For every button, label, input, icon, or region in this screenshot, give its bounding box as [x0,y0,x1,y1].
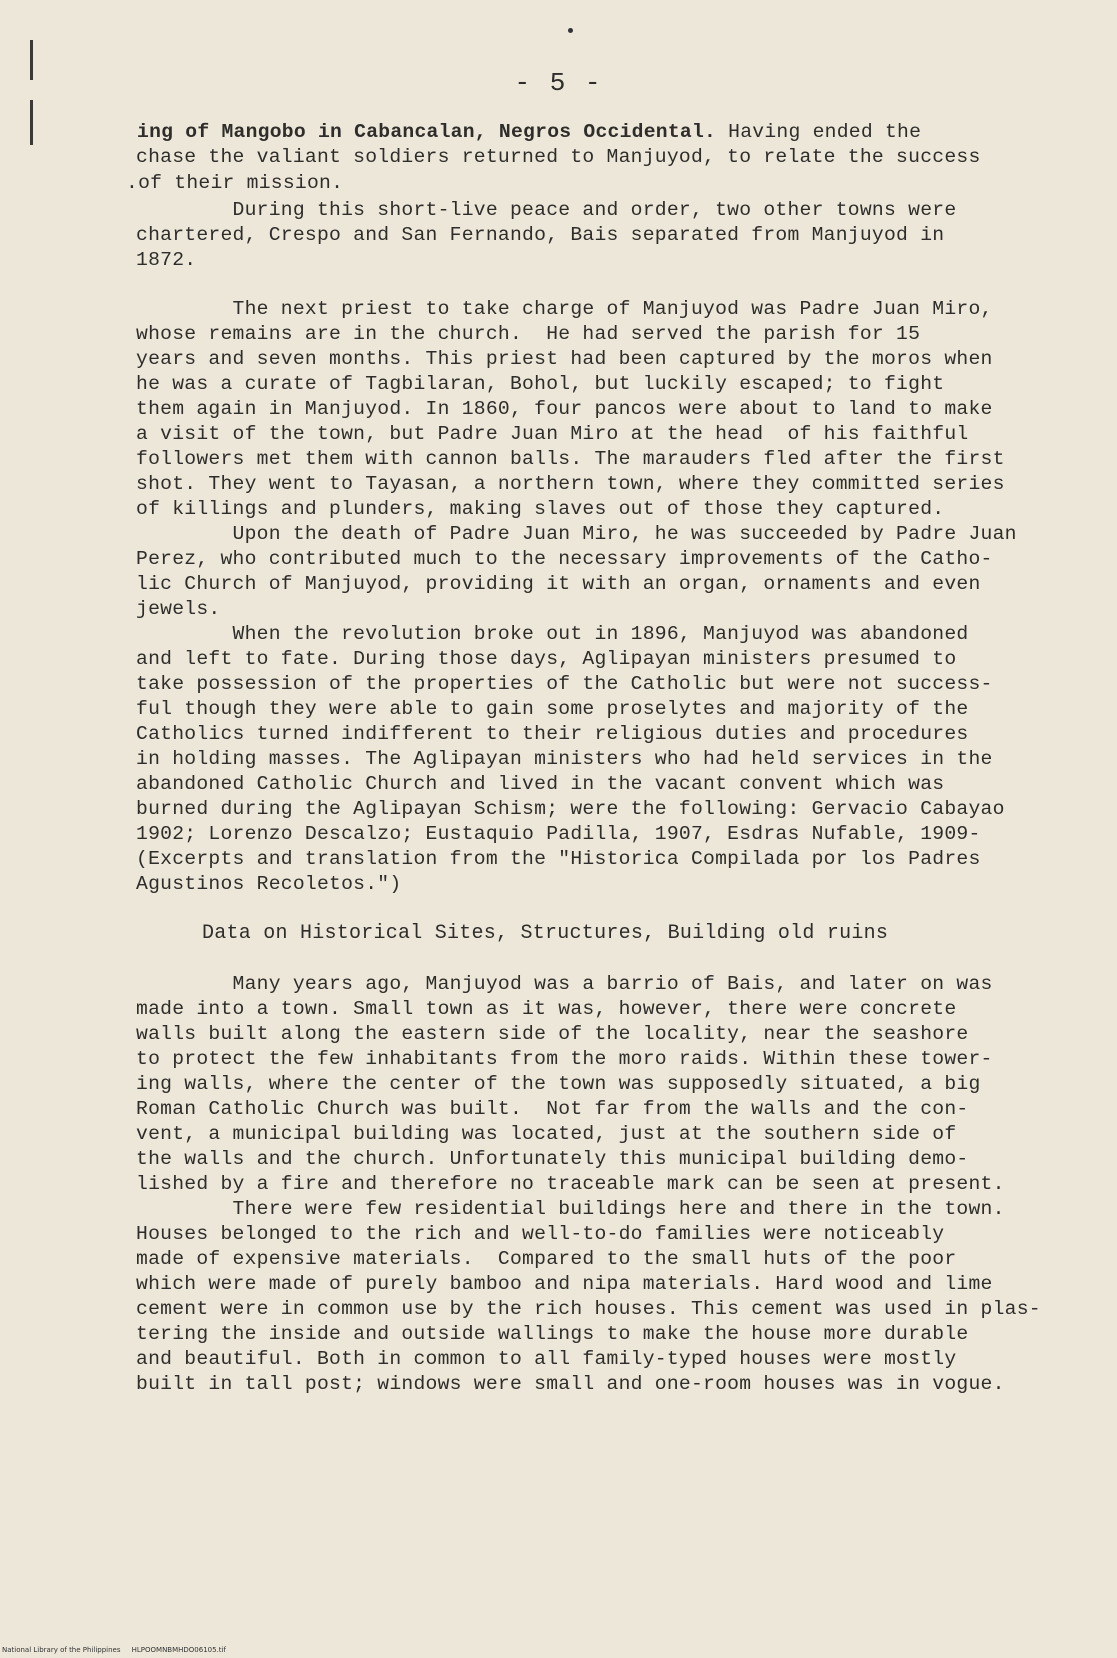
text-line: 1902; Lorenzo Descalzo; Eustaquio Padilla, 1907, Esdras Nufable, 1909- [136,823,981,845]
bold-phrase: ing of Mangobo in Cabancalan, Negros Occidental. [137,121,717,143]
text-line: them again in Manjuyod. In 1860, four pancos were about to land to make [136,398,993,420]
text-line: which were made of purely bamboo and nipa materials. Hard wood and lime [136,1273,993,1295]
text-line: burned during the Aglipayan Schism; were the following: Gervacio Cabayao [136,798,1005,820]
text-line: years and seven months. This priest had been captured by the moros when [136,348,993,370]
text-line: walls built along the eastern side of the locality, near the seashore [136,1023,969,1045]
text-line: chartered, Crespo and San Fernando, Bais separated from Manjuyod in [136,224,945,246]
text-line: During this short-live peace and order, two other towns were [136,199,957,221]
margin-mark [30,100,33,145]
text-line: Many years ago, Manjuyod was a barrio of Bais, and later on was [136,973,993,995]
text-line: he was a curate of Tagbilaran, Bohol, but luckily escaped; to fight [136,373,945,395]
text-line: shot. They went to Tayasan, a northern town, where they committed series [136,473,1005,495]
text-line: chase the valiant soldiers returned to Manjuyod, to relate the success [136,146,981,168]
text-line: .of their mission. [126,172,344,194]
text-line: jewels. [136,598,221,620]
text-line: When the revolution broke out in 1896, Manjuyod was abandoned [136,623,969,645]
text-line: lished by a fire and therefore no traceable mark can be seen at present. [136,1173,1005,1195]
text-line: Roman Catholic Church was built. Not far from the walls and the con- [136,1098,969,1120]
text-line: ing walls, where the center of the town was supposedly situated, a big [136,1073,981,1095]
section-heading: Data on Historical Sites, Structures, Building old ruins [202,922,889,945]
text-line: and beautiful. Both in common to all family-typed houses were mostly [136,1348,957,1370]
text-line: There were few residential buildings here and there in the town. [136,1198,1005,1220]
text-line: (Excerpts and translation from the "Historica Compilada por los Padres [136,848,981,870]
text-line: followers met them with cannon balls. The marauders fled after the first [136,448,1005,470]
page-number: - 5 - [514,68,603,98]
text-line: The next priest to take charge of Manjuyod was Padre Juan Miro, [136,298,993,320]
text-line: Houses belonged to the rich and well-to-do families were noticeably [136,1223,945,1245]
text-line: in holding masses. The Aglipayan ministers who had held services in the [136,748,993,770]
text-line: lic Church of Manjuyod, providing it with an organ, ornaments and even [136,573,981,595]
text-line: built in tall post; windows were small and one-room houses was in vogue. [136,1373,1005,1395]
text-line: take possession of the properties of the Catholic but were not success- [136,673,993,695]
text-line: tering the inside and outside wallings to make the house more durable [136,1323,969,1345]
text-line: abandoned Catholic Church and lived in the vacant convent which was [136,773,945,795]
text-line: ful though they were able to gain some proselytes and majority of the [136,698,969,720]
text-line: and left to fate. During those days, Aglipayan ministers presumed to [136,648,957,670]
text-line: to protect the few inhabitants from the moro raids. Within these tower- [136,1048,993,1070]
text-line: made into a town. Small town as it was, however, there were concrete [136,998,957,1020]
text-line: made of expensive materials. Compared to the small huts of the poor [136,1248,957,1270]
footer-source-label: National Library of the Philippines HLPOOMNBMHDO06105.tif [2,1646,226,1654]
text-line: vent, a municipal building was located, just at the southern side of [136,1123,957,1145]
text-line: whose remains are in the church. He had served the parish for 15 [136,323,921,345]
text-line: Catholics turned indifferent to their religious duties and procedures [136,723,969,745]
text-line: Upon the death of Padre Juan Miro, he was succeeded by Padre Juan [136,523,1017,545]
ink-dot [568,28,573,33]
text-line: Perez, who contributed much to the necessary improvements of the Catho- [136,548,993,570]
text-line: cement were in common use by the rich houses. This cement was used in plas- [136,1298,1041,1320]
text-line: ing of Mangobo in Cabancalan, Negros Occidental. Having ended the [137,121,922,143]
text-line: 1872. [136,249,197,271]
text-line: the walls and the church. Unfortunately this municipal building demo- [136,1148,969,1170]
text-line: Agustinos Recoletos.") [136,873,402,895]
text-line: of killings and plunders, making slaves out of those they captured. [136,498,945,520]
text-line: a visit of the town, but Padre Juan Miro at the head of his faithful [136,423,969,445]
